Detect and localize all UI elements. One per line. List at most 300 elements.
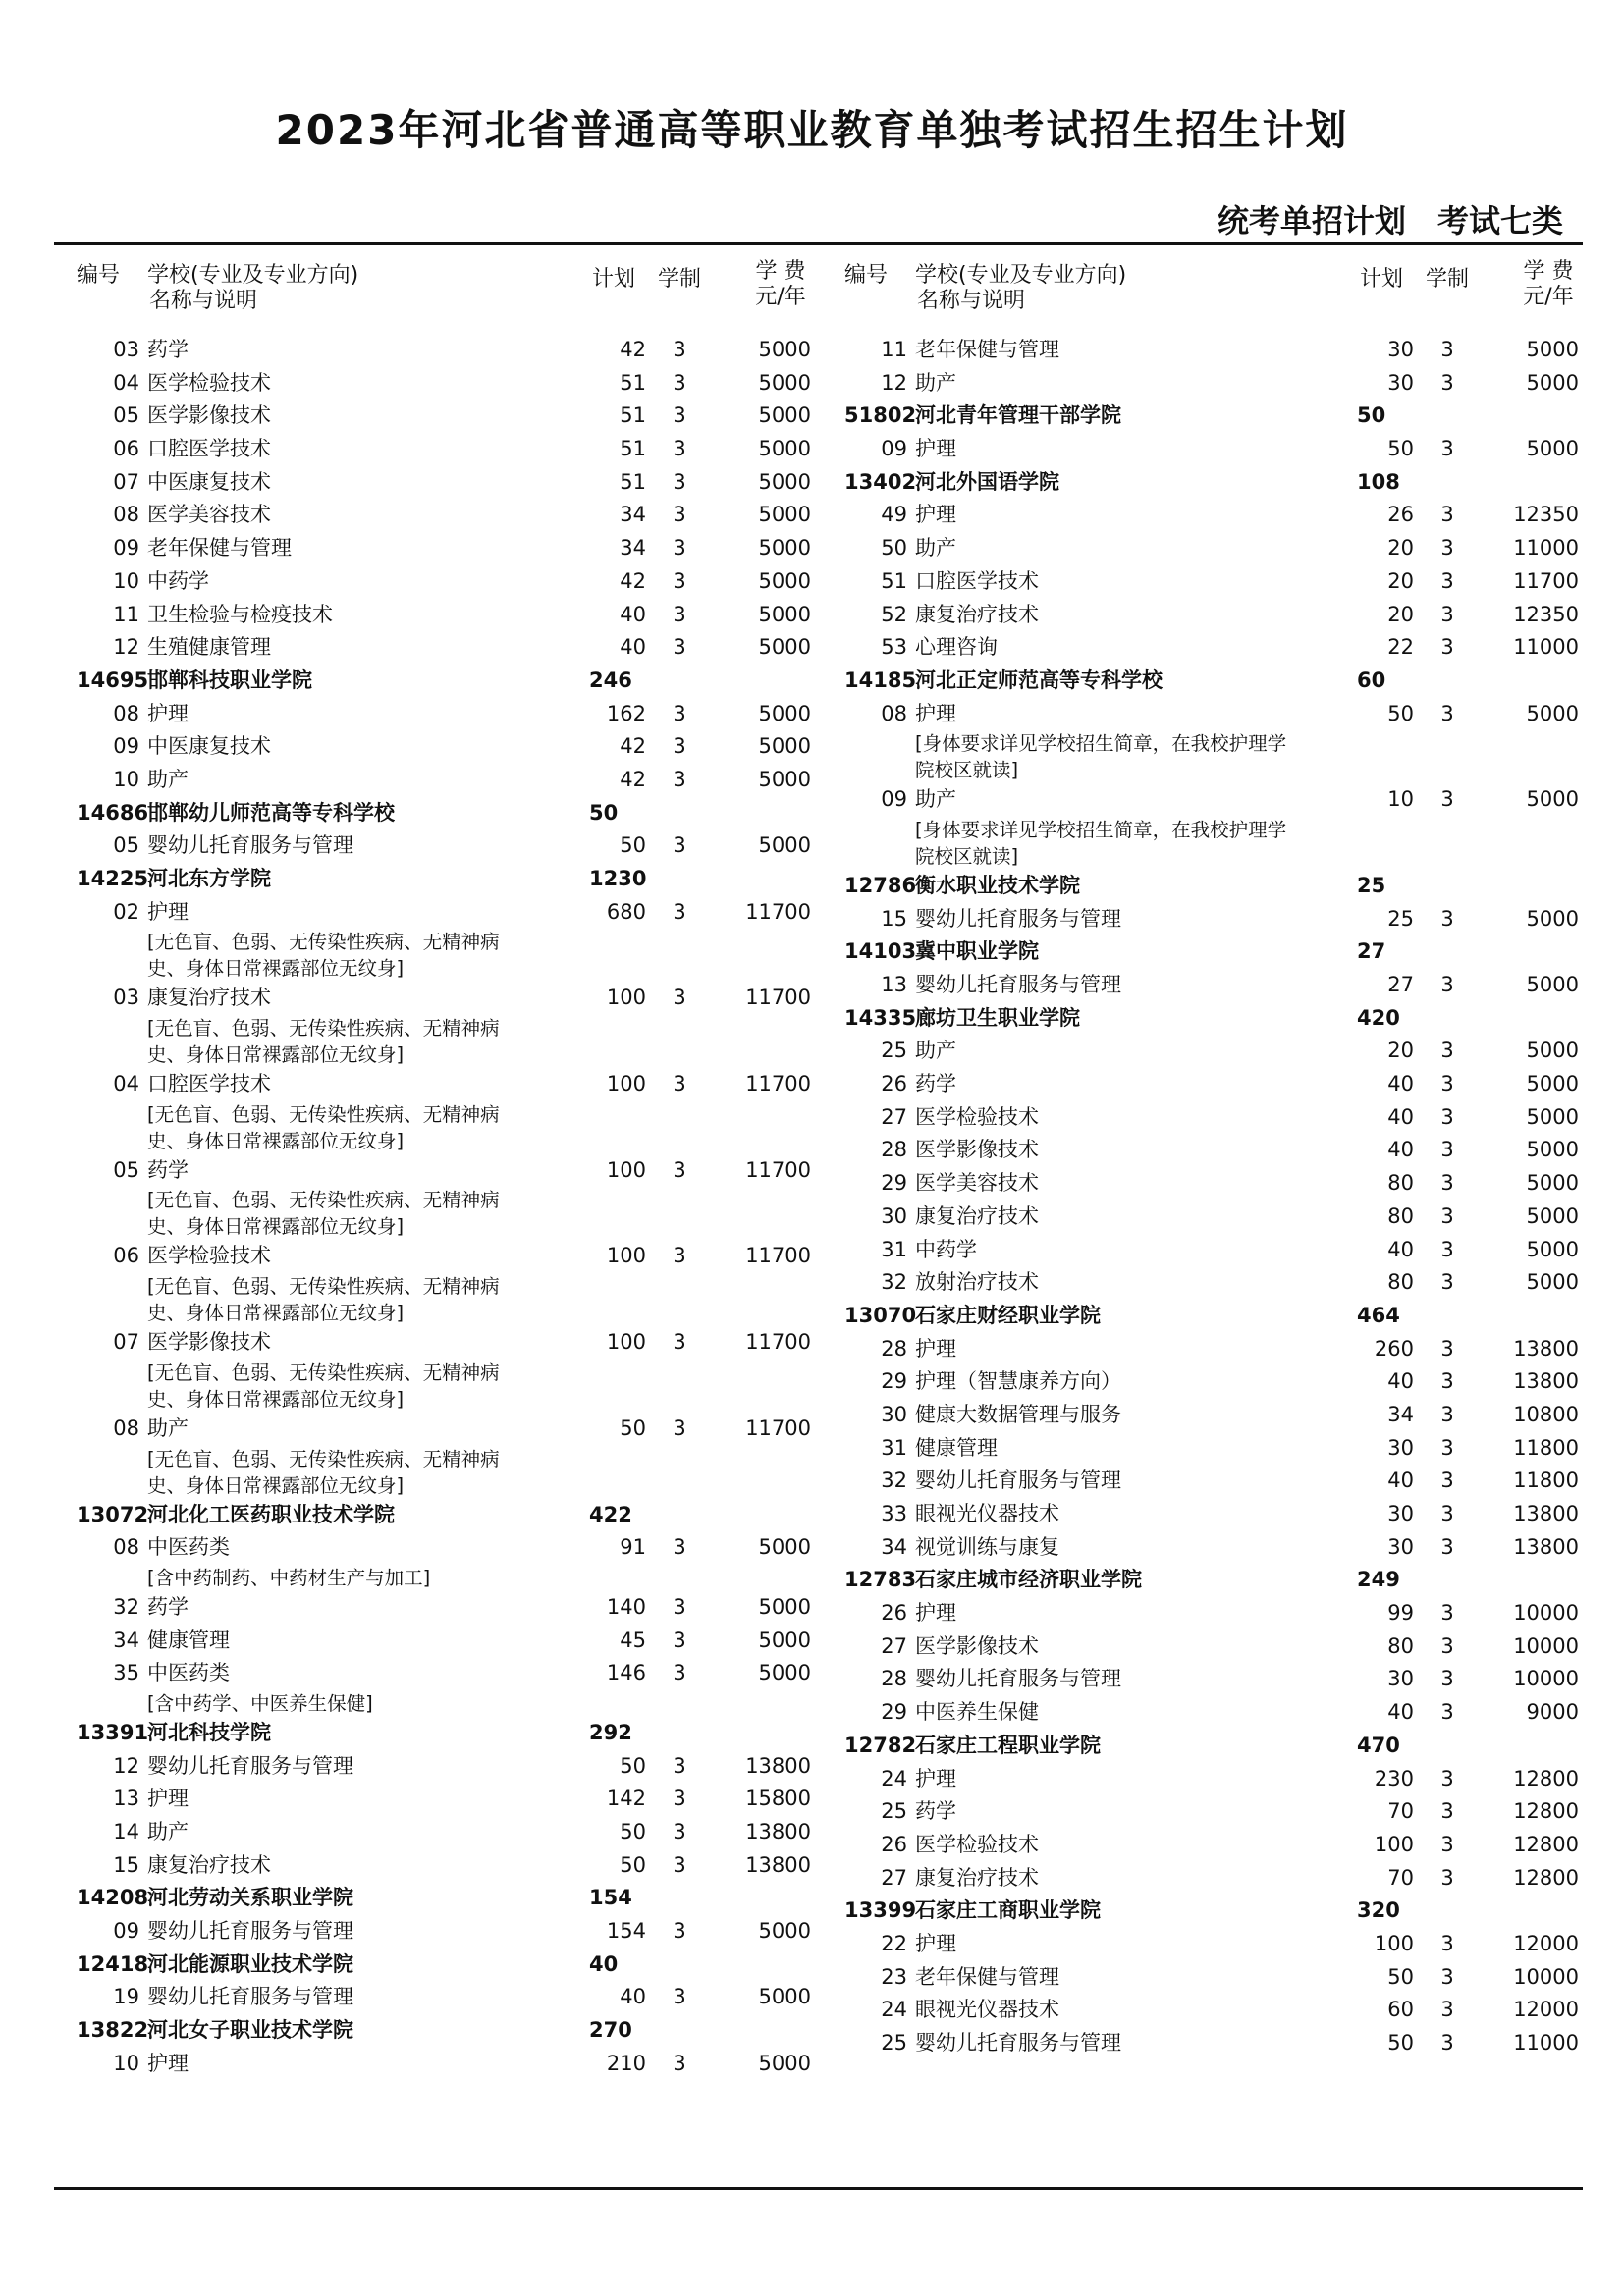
major-name: 中药学 xyxy=(915,1237,977,1261)
school-name: 河北科技学院 xyxy=(147,1720,271,1744)
major-years: 3 xyxy=(1440,787,1454,812)
major-fee: 12000 xyxy=(1513,1998,1579,2022)
header-fee-line1: 学 费 xyxy=(755,259,806,284)
major-name: 医学影像技术 xyxy=(147,403,271,428)
major-code: 28 xyxy=(881,1138,907,1162)
major-plan: 51 xyxy=(620,437,646,461)
school-code: 13070 xyxy=(844,1303,917,1327)
major-note-line: [无色盲、色弱、无传染性疾病、无精神病 xyxy=(147,1189,500,1212)
major-note-line: 史、身体日常裸露部位无纹身] xyxy=(147,1302,405,1325)
school-name: 衡水职业技术学院 xyxy=(915,873,1080,897)
major-code: 31 xyxy=(881,1237,907,1261)
major-name: 助产 xyxy=(915,787,956,812)
major-code: 03 xyxy=(113,986,139,1010)
header-years: 学制 xyxy=(658,267,702,292)
major-row xyxy=(837,1201,1591,1234)
major-fee: 5000 xyxy=(758,833,811,858)
major-plan: 70 xyxy=(1387,1865,1414,1890)
major-code: 30 xyxy=(881,1402,907,1426)
major-code: 12 xyxy=(113,1753,139,1778)
right-rows xyxy=(837,334,1591,2060)
major-years: 3 xyxy=(673,568,686,593)
major-row xyxy=(69,433,823,466)
major-plan: 50 xyxy=(620,1415,646,1440)
school-row xyxy=(69,665,823,698)
top-rule xyxy=(54,242,1583,245)
major-plan: 50 xyxy=(1387,2031,1414,2055)
major-row xyxy=(69,565,823,599)
school-name: 石家庄财经职业学院 xyxy=(915,1303,1101,1327)
school-name: 河北东方学院 xyxy=(147,867,271,890)
major-code: 15 xyxy=(113,1852,139,1877)
major-fee: 5000 xyxy=(758,469,811,494)
major-row xyxy=(69,896,823,930)
major-row xyxy=(837,1531,1591,1565)
major-years: 3 xyxy=(1440,1799,1454,1824)
header-years: 学制 xyxy=(1426,267,1470,292)
major-note-line: [无色盲、色弱、无传染性疾病、无精神病 xyxy=(147,1017,500,1041)
major-years: 3 xyxy=(673,1330,686,1355)
school-plan-total: 27 xyxy=(1357,939,1386,964)
major-years: 3 xyxy=(673,469,686,494)
major-years: 3 xyxy=(673,734,686,759)
major-row xyxy=(837,1134,1591,1167)
major-name: 药学 xyxy=(915,1799,956,1824)
major-row xyxy=(837,903,1591,936)
school-plan-total: 249 xyxy=(1357,1568,1400,1592)
major-years: 3 xyxy=(673,602,686,626)
major-row xyxy=(69,1816,823,1849)
major-plan: 51 xyxy=(620,403,646,428)
major-row xyxy=(69,1591,823,1625)
major-fee: 13800 xyxy=(1513,1369,1579,1394)
major-row xyxy=(837,1101,1591,1135)
major-fee: 5000 xyxy=(1526,1171,1579,1196)
major-code: 12 xyxy=(113,635,139,660)
bottom-rule xyxy=(54,2187,1583,2190)
major-code: 09 xyxy=(881,787,907,812)
major-name: 口腔医学技术 xyxy=(147,1072,271,1096)
major-plan: 100 xyxy=(1374,1832,1414,1856)
major-code: 29 xyxy=(881,1700,907,1725)
major-plan: 40 xyxy=(1387,1237,1414,1261)
major-name: 卫生检验与检疫技术 xyxy=(147,602,333,626)
school-row xyxy=(69,863,823,896)
major-name: 医学美容技术 xyxy=(915,1171,1039,1196)
major-name: 药学 xyxy=(915,1072,956,1096)
major-code: 22 xyxy=(881,1931,907,1955)
school-row xyxy=(837,870,1591,903)
school-code: 14225 xyxy=(77,867,149,890)
major-years: 3 xyxy=(673,1787,686,1811)
major-fee: 5000 xyxy=(758,734,811,759)
major-plan: 30 xyxy=(1387,1667,1414,1691)
major-row xyxy=(69,1326,823,1360)
major-row xyxy=(837,565,1591,599)
major-plan: 25 xyxy=(1387,906,1414,931)
major-name: 健康大数据管理与服务 xyxy=(915,1402,1121,1426)
major-plan: 51 xyxy=(620,370,646,395)
major-code: 27 xyxy=(881,1633,907,1658)
major-fee: 5000 xyxy=(758,403,811,428)
school-plan-total: 154 xyxy=(589,1886,632,1910)
major-name: 医学美容技术 xyxy=(147,503,271,527)
major-code: 26 xyxy=(881,1832,907,1856)
major-years: 3 xyxy=(673,503,686,527)
major-code: 50 xyxy=(881,536,907,561)
major-plan: 100 xyxy=(606,1072,646,1096)
major-row xyxy=(837,1365,1591,1399)
major-fee: 5000 xyxy=(1526,906,1579,931)
major-row xyxy=(837,1234,1591,1267)
major-fee: 11700 xyxy=(745,1244,811,1268)
major-code: 06 xyxy=(113,437,139,461)
major-fee: 11800 xyxy=(1513,1468,1579,1493)
major-row xyxy=(69,334,823,367)
major-name: 婴幼儿托育服务与管理 xyxy=(915,1468,1121,1493)
major-code: 05 xyxy=(113,403,139,428)
major-code: 52 xyxy=(881,602,907,626)
school-row xyxy=(69,2014,823,2048)
major-plan: 40 xyxy=(1387,1369,1414,1394)
major-code: 09 xyxy=(113,1919,139,1944)
major-fee: 12350 xyxy=(1513,503,1579,527)
major-years: 3 xyxy=(1440,1072,1454,1096)
major-name: 护理 xyxy=(915,1931,956,1955)
school-row xyxy=(69,1499,823,1532)
major-years: 3 xyxy=(1440,1633,1454,1658)
major-name: 心理咨询 xyxy=(915,635,998,660)
major-name: 护理 xyxy=(147,2051,189,2075)
major-years: 3 xyxy=(1440,635,1454,660)
major-name: 助产 xyxy=(147,1820,189,1843)
school-name: 河北青年管理干部学院 xyxy=(915,403,1121,428)
major-fee: 5000 xyxy=(758,2051,811,2075)
major-years: 3 xyxy=(1440,1865,1454,1890)
major-plan: 50 xyxy=(1387,437,1414,461)
major-years: 3 xyxy=(1440,437,1454,461)
major-name: 医学检验技术 xyxy=(915,1104,1039,1129)
major-years: 3 xyxy=(1440,1435,1454,1460)
major-fee: 5000 xyxy=(758,1535,811,1560)
major-note-line: [无色盲、色弱、无传染性疾病、无精神病 xyxy=(147,1275,500,1299)
school-plan-total: 270 xyxy=(589,2018,632,2043)
major-row xyxy=(69,367,823,400)
major-row xyxy=(837,1035,1591,1068)
major-note-line: [无色盲、色弱、无传染性疾病、无精神病 xyxy=(147,1361,500,1384)
school-code: 13072 xyxy=(77,1502,149,1526)
major-fee: 12350 xyxy=(1513,602,1579,626)
major-years: 3 xyxy=(1440,1369,1454,1394)
major-years: 3 xyxy=(673,437,686,461)
major-note-line: 史、身体日常裸露部位无纹身] xyxy=(147,1473,405,1497)
major-name: 医学影像技术 xyxy=(915,1633,1039,1658)
major-name: 中医药类 xyxy=(147,1535,230,1560)
major-years: 3 xyxy=(1440,1700,1454,1725)
major-code: 13 xyxy=(113,1787,139,1811)
major-name: 口腔医学技术 xyxy=(915,568,1039,593)
header-name xyxy=(915,263,1126,314)
major-name: 助产 xyxy=(915,1039,956,1063)
major-note-line: [身体要求详见学校招生简章，在我校护理学 xyxy=(915,818,1287,841)
major-years: 3 xyxy=(1440,1667,1454,1691)
major-years: 3 xyxy=(1440,1964,1454,1989)
major-code: 07 xyxy=(113,469,139,494)
major-code: 26 xyxy=(881,1601,907,1626)
major-name: 医学检验技术 xyxy=(147,1244,271,1268)
major-row xyxy=(837,1862,1591,1896)
major-name: 婴幼儿托育服务与管理 xyxy=(915,906,1121,931)
header-name-line2: 名称与说明 xyxy=(917,289,1026,313)
major-name: 护理 xyxy=(915,1766,956,1790)
school-plan-total: 108 xyxy=(1357,469,1400,494)
major-code: 30 xyxy=(881,1203,907,1228)
major-row xyxy=(69,1657,823,1690)
major-fee: 5000 xyxy=(1526,1237,1579,1261)
major-years: 3 xyxy=(1440,568,1454,593)
major-years: 3 xyxy=(673,403,686,428)
major-plan: 99 xyxy=(1387,1601,1414,1626)
major-fee: 15800 xyxy=(745,1787,811,1811)
major-years: 3 xyxy=(1440,2031,1454,2055)
major-row xyxy=(69,2048,823,2081)
major-code: 34 xyxy=(881,1534,907,1559)
major-plan: 146 xyxy=(606,1661,646,1685)
major-code: 09 xyxy=(881,437,907,461)
major-name: 婴幼儿托育服务与管理 xyxy=(147,833,353,858)
major-code: 12 xyxy=(881,370,907,395)
major-row xyxy=(69,764,823,797)
major-code: 32 xyxy=(881,1270,907,1295)
major-note-line: [无色盲、色弱、无传染性疾病、无精神病 xyxy=(147,1447,500,1470)
major-note-line: [含中药制药、中药材生产与加工] xyxy=(147,1566,431,1589)
major-years: 3 xyxy=(673,1072,686,1096)
major-fee: 5000 xyxy=(758,503,811,527)
major-plan: 34 xyxy=(1387,1402,1414,1426)
major-code: 27 xyxy=(881,1104,907,1129)
major-name: 眼视光仪器技术 xyxy=(915,1998,1059,2022)
major-row xyxy=(69,698,823,731)
major-plan: 20 xyxy=(1387,568,1414,593)
major-plan: 50 xyxy=(620,1753,646,1778)
header-code: 编号 xyxy=(77,263,121,288)
left-rows xyxy=(69,334,823,2081)
major-plan: 30 xyxy=(1387,1502,1414,1525)
major-plan: 30 xyxy=(1387,1435,1414,1460)
major-name: 医学检验技术 xyxy=(147,370,271,395)
major-name: 口腔医学技术 xyxy=(147,437,271,461)
school-row xyxy=(837,1730,1591,1763)
major-code: 28 xyxy=(881,1336,907,1361)
major-code: 10 xyxy=(113,767,139,791)
major-code: 13 xyxy=(881,973,907,996)
major-years: 3 xyxy=(673,1820,686,1843)
major-row xyxy=(837,499,1591,532)
major-plan: 27 xyxy=(1387,973,1414,996)
right-column xyxy=(837,253,1591,2060)
major-row xyxy=(837,1167,1591,1201)
major-years: 3 xyxy=(1440,1502,1454,1525)
header-fee xyxy=(1504,259,1593,310)
school-plan-total: 50 xyxy=(589,800,619,825)
major-fee: 5000 xyxy=(758,602,811,626)
major-fee: 9000 xyxy=(1526,1700,1579,1725)
major-fee: 11000 xyxy=(1513,635,1579,660)
major-row xyxy=(837,698,1591,731)
major-row xyxy=(837,1928,1591,1961)
major-name: 放射治疗技术 xyxy=(915,1270,1039,1295)
major-fee: 5000 xyxy=(758,1628,811,1652)
school-code: 14208 xyxy=(77,1886,149,1910)
major-code: 25 xyxy=(881,1799,907,1824)
major-code: 29 xyxy=(881,1369,907,1394)
school-plan-total: 60 xyxy=(1357,667,1386,692)
header-plan: 计划 xyxy=(592,267,636,292)
major-plan: 230 xyxy=(1374,1766,1414,1790)
major-years: 3 xyxy=(1440,1104,1454,1129)
major-code: 34 xyxy=(113,1628,139,1652)
school-name: 河北外国语学院 xyxy=(915,469,1059,494)
left-column xyxy=(69,253,823,2081)
major-name: 护理 xyxy=(915,1336,956,1361)
major-fee: 5000 xyxy=(758,437,811,461)
major-years: 3 xyxy=(673,1594,686,1619)
major-row xyxy=(69,1240,823,1273)
header-fee-line1: 学 费 xyxy=(1523,259,1574,284)
school-plan-total: 422 xyxy=(589,1502,632,1526)
major-plan: 40 xyxy=(620,635,646,660)
major-name: 护理 xyxy=(915,1601,956,1626)
major-code: 10 xyxy=(113,568,139,593)
major-years: 3 xyxy=(673,1661,686,1685)
major-name: 康复治疗技术 xyxy=(147,986,271,1010)
major-years: 3 xyxy=(1440,1766,1454,1790)
school-code: 13391 xyxy=(77,1720,149,1744)
major-row xyxy=(837,1663,1591,1696)
major-plan: 50 xyxy=(620,1852,646,1877)
major-fee: 11700 xyxy=(745,1330,811,1355)
major-plan: 40 xyxy=(1387,1072,1414,1096)
major-code: 08 xyxy=(113,503,139,527)
major-name: 康复治疗技术 xyxy=(147,1852,271,1877)
major-name: 药学 xyxy=(147,1157,189,1182)
major-code: 05 xyxy=(113,833,139,858)
school-code: 14335 xyxy=(844,1005,917,1030)
major-years: 3 xyxy=(1440,1931,1454,1955)
major-plan: 80 xyxy=(1387,1203,1414,1228)
major-years: 3 xyxy=(673,1985,686,2009)
school-plan-total: 320 xyxy=(1357,1898,1400,1923)
school-row xyxy=(69,797,823,830)
major-code: 04 xyxy=(113,370,139,395)
school-plan-total: 464 xyxy=(1357,1303,1400,1327)
header-code: 编号 xyxy=(844,263,889,288)
major-code: 19 xyxy=(113,1985,139,2009)
major-fee: 11700 xyxy=(745,899,811,924)
major-fee: 11000 xyxy=(1513,536,1579,561)
school-code: 14695 xyxy=(77,667,149,692)
major-name: 中医康复技术 xyxy=(147,734,271,759)
school-name: 河北劳动关系职业学院 xyxy=(147,1886,353,1910)
header-fee xyxy=(736,259,825,310)
major-name: 中医康复技术 xyxy=(147,469,271,494)
major-row xyxy=(837,1068,1591,1101)
major-years: 3 xyxy=(673,2051,686,2075)
major-name: 康复治疗技术 xyxy=(915,1203,1039,1228)
major-code: 25 xyxy=(881,2031,907,2055)
major-code: 33 xyxy=(881,1502,907,1525)
major-name: 老年保健与管理 xyxy=(915,338,1059,361)
school-code: 12782 xyxy=(844,1733,917,1757)
major-row xyxy=(837,1763,1591,1796)
major-years: 3 xyxy=(673,833,686,858)
major-plan: 260 xyxy=(1374,1336,1414,1361)
major-note-line: [含中药学、中医养生保健] xyxy=(147,1691,373,1715)
major-fee: 10000 xyxy=(1513,1633,1579,1658)
major-note-line: 史、身体日常裸露部位无纹身] xyxy=(147,957,405,981)
major-row xyxy=(837,599,1591,632)
major-fee: 5000 xyxy=(758,1985,811,2009)
major-plan: 162 xyxy=(606,701,646,725)
school-row xyxy=(837,665,1591,698)
major-plan: 20 xyxy=(1387,1039,1414,1063)
major-row xyxy=(69,1154,823,1188)
major-years: 3 xyxy=(673,701,686,725)
school-name: 河北正定师范高等专科学校 xyxy=(915,667,1163,692)
header-name-line2: 名称与说明 xyxy=(149,289,258,313)
major-code: 27 xyxy=(881,1865,907,1890)
major-row xyxy=(837,969,1591,1002)
major-plan: 42 xyxy=(620,734,646,759)
major-plan: 30 xyxy=(1387,338,1414,361)
major-name: 婴幼儿托育服务与管理 xyxy=(147,1753,353,1778)
major-name: 视觉训练与康复 xyxy=(915,1534,1059,1559)
major-name: 中医养生保健 xyxy=(915,1700,1039,1725)
major-plan: 40 xyxy=(1387,1468,1414,1493)
major-plan: 40 xyxy=(620,1985,646,2009)
major-fee: 11700 xyxy=(745,1157,811,1182)
major-years: 3 xyxy=(1440,1998,1454,2022)
major-note-line: 史、身体日常裸露部位无纹身] xyxy=(147,1129,405,1152)
school-row xyxy=(837,1002,1591,1036)
major-years: 3 xyxy=(673,1415,686,1440)
major-years: 3 xyxy=(1440,1138,1454,1162)
major-years: 3 xyxy=(1440,1203,1454,1228)
school-plan-total: 1230 xyxy=(589,867,647,890)
school-name: 冀中职业学院 xyxy=(915,939,1039,964)
school-name: 河北化工医药职业技术学院 xyxy=(147,1502,395,1526)
major-code: 10 xyxy=(113,2051,139,2075)
major-name: 老年保健与管理 xyxy=(147,536,292,561)
major-row xyxy=(837,1333,1591,1366)
school-plan-total: 50 xyxy=(1357,403,1386,428)
major-years: 3 xyxy=(1440,1534,1454,1559)
major-years: 3 xyxy=(1440,973,1454,996)
major-row xyxy=(837,1498,1591,1531)
major-row xyxy=(69,1750,823,1784)
major-fee: 11000 xyxy=(1513,2031,1579,2055)
major-code: 11 xyxy=(881,338,907,361)
major-fee: 13800 xyxy=(745,1820,811,1843)
school-code: 51802 xyxy=(844,403,917,428)
major-row xyxy=(837,1399,1591,1432)
major-row xyxy=(69,1915,823,1949)
major-row xyxy=(69,730,823,764)
major-years: 3 xyxy=(1440,503,1454,527)
major-name: 医学检验技术 xyxy=(915,1832,1039,1856)
major-years: 3 xyxy=(1440,906,1454,931)
major-name: 护理 xyxy=(915,437,956,461)
